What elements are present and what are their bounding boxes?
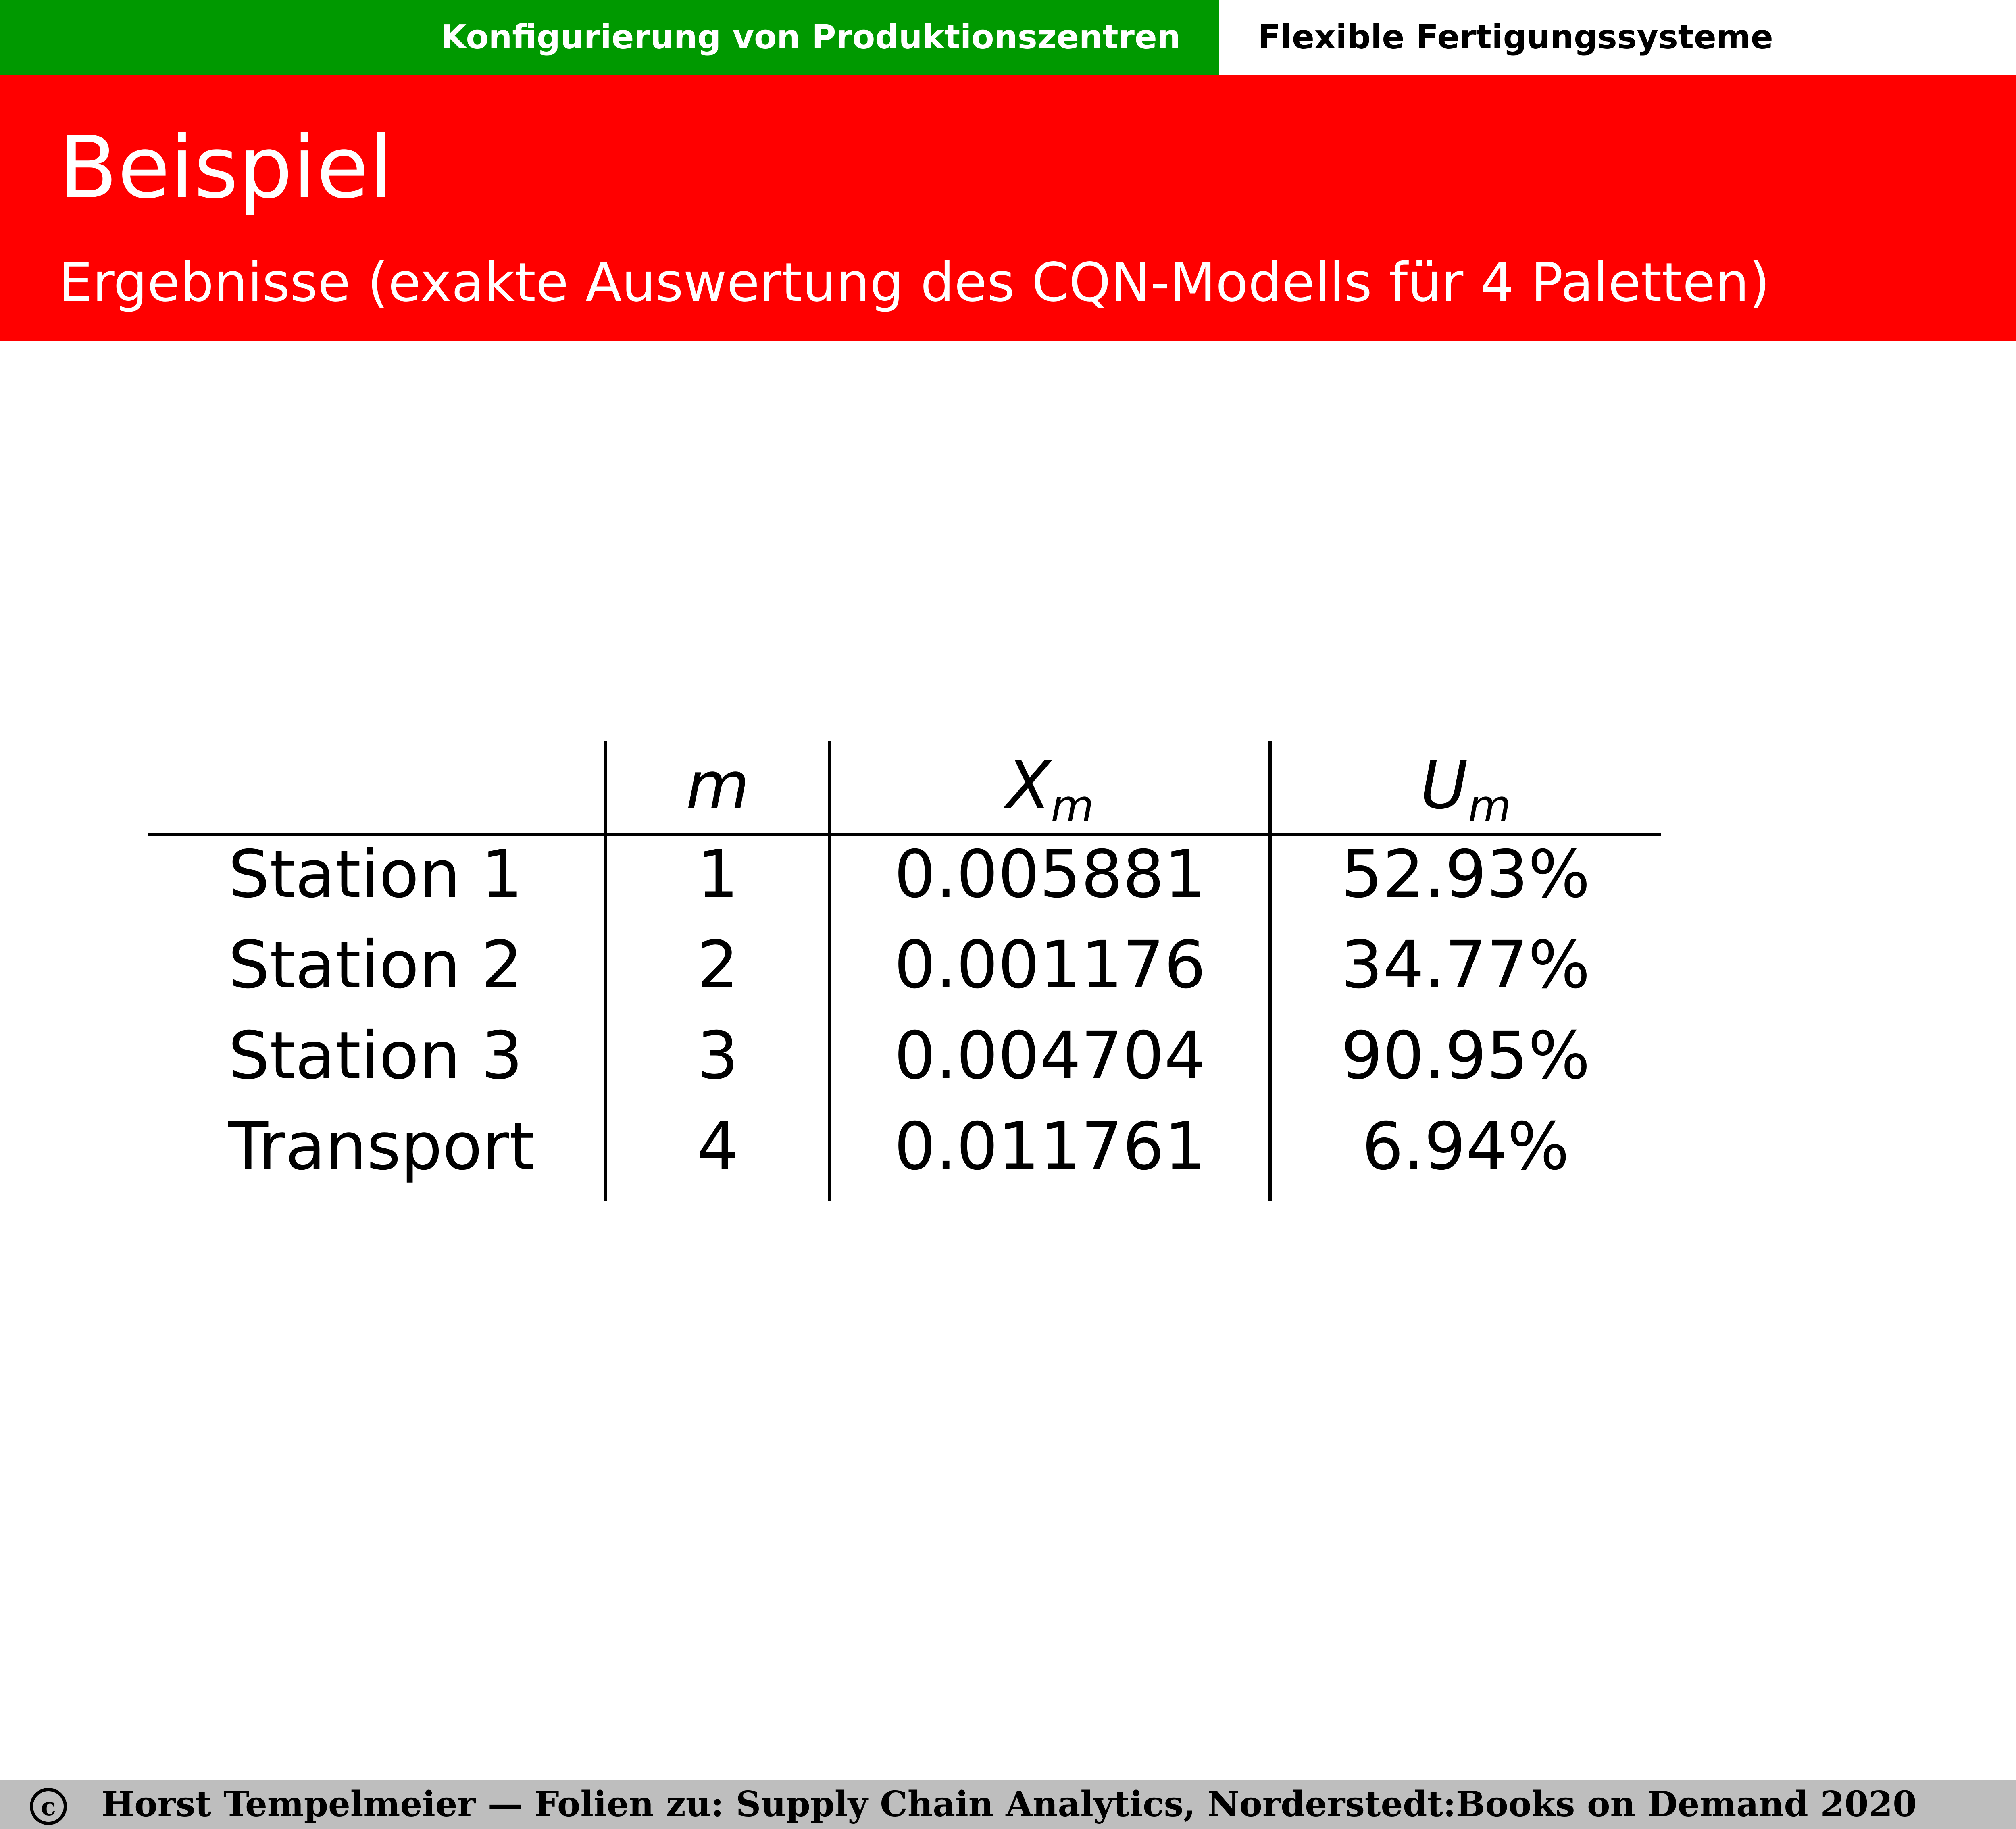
header-u-sub: m — [1468, 780, 1511, 832]
footer-citation: Horst Tempelmeier — Folien zu: Supply Chain Analytics, Norderstedt:Books on Demand 2020 — [102, 1784, 1917, 1825]
header-x-base: X — [1006, 748, 1051, 824]
nav-subsection-label: Flexible Fertigungssysteme — [1258, 18, 1773, 56]
table-cell-name: Station 3 — [228, 1018, 523, 1094]
table-cell-m: 3 — [697, 1018, 739, 1094]
results-table — [148, 741, 1661, 1201]
table-cell-x: 0.001176 — [894, 927, 1206, 1003]
table-cell-name: Station 1 — [228, 837, 523, 912]
table-cell-u: 34.77% — [1341, 927, 1590, 1003]
table-cell-u: 52.93% — [1341, 837, 1590, 912]
title-band — [0, 75, 2016, 341]
header-u — [1270, 748, 1661, 832]
frame-title: Beispiel — [59, 118, 393, 217]
header-u-base: U — [1420, 748, 1468, 824]
header-x — [830, 748, 1270, 832]
header-m — [606, 748, 830, 824]
nav-subsection-link[interactable] — [1219, 0, 2016, 75]
top-nav-bar — [0, 0, 2016, 75]
table-cell-u: 90.95% — [1341, 1018, 1590, 1094]
table-cell-x: 0.011761 — [894, 1109, 1206, 1185]
copyright-letter: c — [41, 1792, 56, 1821]
table-cell-m: 2 — [697, 927, 739, 1003]
table-cell-m: 4 — [697, 1109, 739, 1185]
copyright-icon — [28, 1785, 69, 1826]
table-cell-u: 6.94% — [1362, 1109, 1570, 1185]
nav-section-link[interactable] — [0, 0, 1219, 75]
table-cell-m: 1 — [697, 837, 739, 912]
header-m-label: m — [686, 748, 750, 824]
table-cell-x: 0.004704 — [894, 1018, 1206, 1094]
frame-subtitle: Ergebnisse (exakte Auswertung des CQN-Modells für 4 Paletten) — [59, 252, 1770, 314]
nav-section-label: Konfigurierung von Produktionszentren — [441, 18, 1181, 56]
table-cell-name: Station 2 — [228, 927, 523, 1003]
table-cell-x: 0.005881 — [894, 837, 1206, 912]
footer-bar — [0, 1780, 2016, 1829]
header-x-sub: m — [1050, 780, 1094, 832]
table-cell-name: Transport — [228, 1109, 535, 1185]
